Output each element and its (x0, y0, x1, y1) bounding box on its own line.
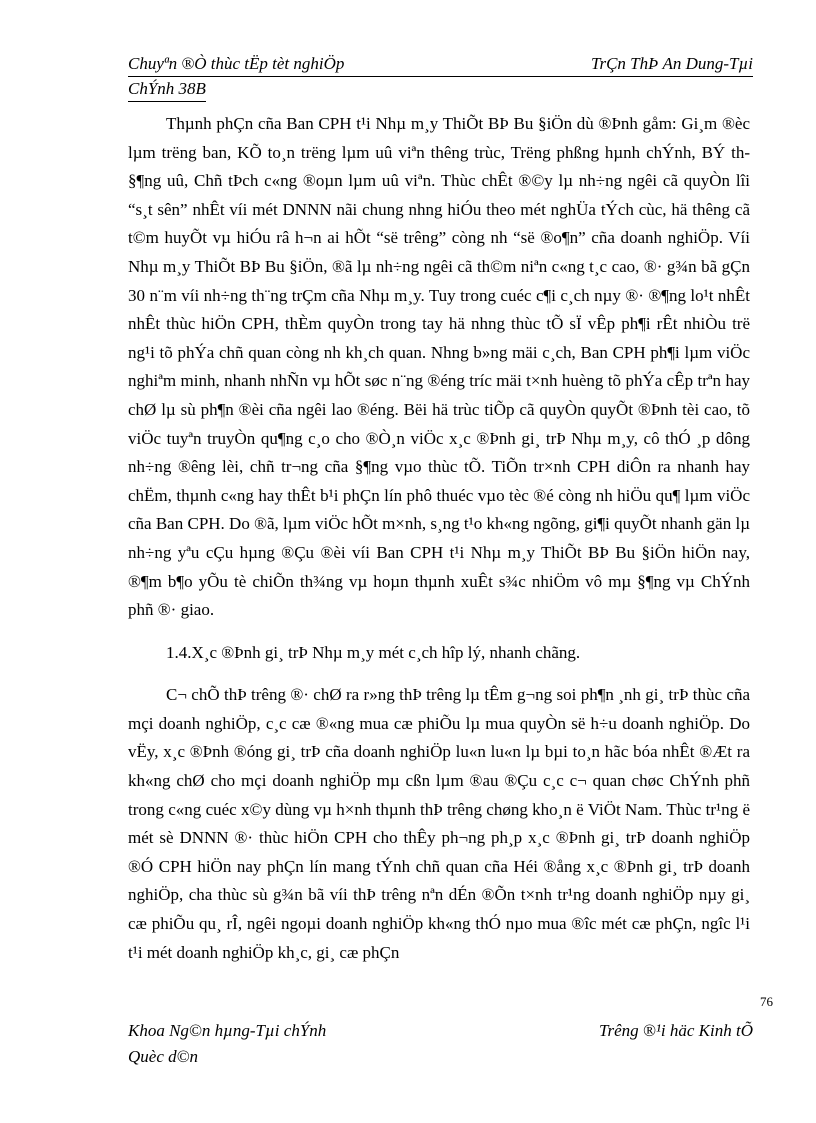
footer-faculty-continuation: Quèc d©n (128, 1047, 199, 1066)
footer-university: Trêng ®¹i häc Kinh tÕ (598, 1021, 753, 1040)
section-heading-1-4: 1.4.X¸c ®Þnh gi¸ trÞ Nhµ m¸y mét c¸ch hîp lý, nhanh chãng. (166, 642, 581, 662)
page-number: 76 (760, 994, 773, 1009)
header-author: TrÇn ThÞ An Dung-Tµi (590, 54, 753, 73)
paragraph-market-valuation: C¬ chÕ thÞ trêng ®· chØ ra r»ng thÞ trêng lµ tÊm g¬ng soi ph¶n ¸nh gi¸ trÞ thùc cña mçi doanh nghiÖp, c¸c cæ ®«ng mua cæ phiÕu lµ mua quyÒn së h÷u doanh nghiÖp. Do vËy, x¸c ®Þnh ®óng gi¸ trÞ cña doanh nghiÖp lu«n lu«n lµ bµi to¸n hãc bóa nhÊt ®Æt ra kh«ng chØ cho mçi doanh nghiÖp mµ cßn lµm ®au ®Çu c¸c c¬ quan chøc ChÝnh phñ trong c«ng cuéc x©y dùng vµ h×nh thµnh thÞ trêng chøng kho¸n ë ViÖt Nam. Thùc tr¹ng ë mét sè DNNN ®· thùc hiÖn CPH cho thÊy ph¬ng ph¸p x¸c ®Þnh gi¸ trÞ doanh nghiÖp ®Ó CPH hiÖn nay phÇn lín mang tÝnh chñ quan cña Héi ®ång x¸c ®Þnh gi¸ trÞ doanh nghiÖp, cha thùc sù g¾n bã víi thÞ trêng nªn dÉn ®Õn t×nh tr¹ng doanh nghiÖp nµy gi¸ cæ phiÕu qu¸ rÎ, ngêi ngoµi doanh nghiÖp kh«ng thÓ nµo mua ®îc mét cæ phÇn, ngîc l¹i t¹i mét doanh nghiÖp kh¸c, gi¸ cæ phÇn (128, 685, 750, 962)
document-body (128, 110, 750, 967)
paragraph-board-composition: Thµnh phÇn cña Ban CPH t¹i Nhµ m¸y ThiÕt BÞ Bu §iÖn dù ®Þnh gåm: Gi¸m ®èc lµm trëng ban, KÕ to¸n trëng lµm uû viªn thêng trùc, Trëng phßng hµnh chÝnh, BÝ th §¶ng uû, Chñ tÞch c«ng ®oµn lµm uû viªn. Thùc chÊt ®©y lµ nh÷ng ngêi cã quyÒn lîi “s¸t sên” nhÊt víi mét DNNN nãi chung nhng hiÓu theo mét nghÜa tÝch cùc, hä thêng cã t©m huyÕt vµ hiÓu râ h¬n ai hÕt “së trêng” còng nh “së ®o¶n” cña doanh nghiÖp. Víi Nhµ m¸y ThiÕt BÞ Bu §iÖn, ®ã lµ nh÷ng ngêi cã th©m niªn c«ng t¸c cao, ®· g¾n bã gÇn 30 n¨m víi nh÷ng th¨ng trÇm cña Nhµ m¸y. Tuy trong cuéc c¶i c¸ch nµy ®· ®¶ng lo¹t nhÊt nhÊt thùc hiÖn CPH, thÈm quyÒn trong tay hä nhng thùc tÕ sÏ vÊp ph¶i rÊt nhiÒu trë ng¹i tõ phÝa chñ quan còng nh kh¸ch quan. Nhng b»ng mäi c¸ch, Ban CPH ph¶i lµm viÖc nghiªm minh, nhanh nhÑn vµ hÕt søc n¨ng ®éng tríc mäi t×nh huèng tõ phÝa cÊp trªn hay chØ lµ sù ph¶n ®èi cña ngêi lao ®éng. Bëi hä trùc tiÕp cã quyÒn quyÕt ®Þnh tèi cao, tõ viÖc tuyªn truyÒn qu¶ng c¸o cho ®Ò¸n viÖc x¸c ®Þnh gi¸ trÞ Nhµ m¸y, cô thÓ ¸p dông nh÷ng ®êng lèi, chñ tr¬ng cña §¶ng vµo thùc tÕ. TiÕn tr×nh CPH diÔn ra nhanh hay chËm, thµnh c«ng hay thÊt b¹i phÇn lín phô thuéc vµo tèc ®é còng nh hiÖu qu¶ lµm viÖc cña Ban CPH. Do ®ã, lµm viÖc hÕt m×nh, s¸ng t¹o kh«ng ngõng, gi¶i quyÕt nhanh gän lµ nh÷ng yªu cÇu hµng ®Çu ®èi víi Ban CPH t¹i Nhµ m¸y ThiÕt BÞ Bu §iÖn hiÖn nay, ®¶m b¶o yÕu tè chiÕn th¾ng vµ hoµn thµnh xuÊt s¾c nhiÖm vô mµ §¶ng vµ ChÝnh phñ ®· giao. (128, 114, 750, 620)
page-footer (128, 1018, 753, 1070)
header-title: Chuyªn ®Ò thùc tËp tèt nghiÖp (128, 54, 345, 73)
footer-row (128, 1018, 753, 1044)
footer-faculty: Khoa Ng©n hµng-Tµi chÝnh (128, 1021, 327, 1040)
header-row (128, 52, 753, 77)
page-header (128, 52, 753, 102)
header-author-continuation: ChÝnh 38B (128, 77, 206, 102)
